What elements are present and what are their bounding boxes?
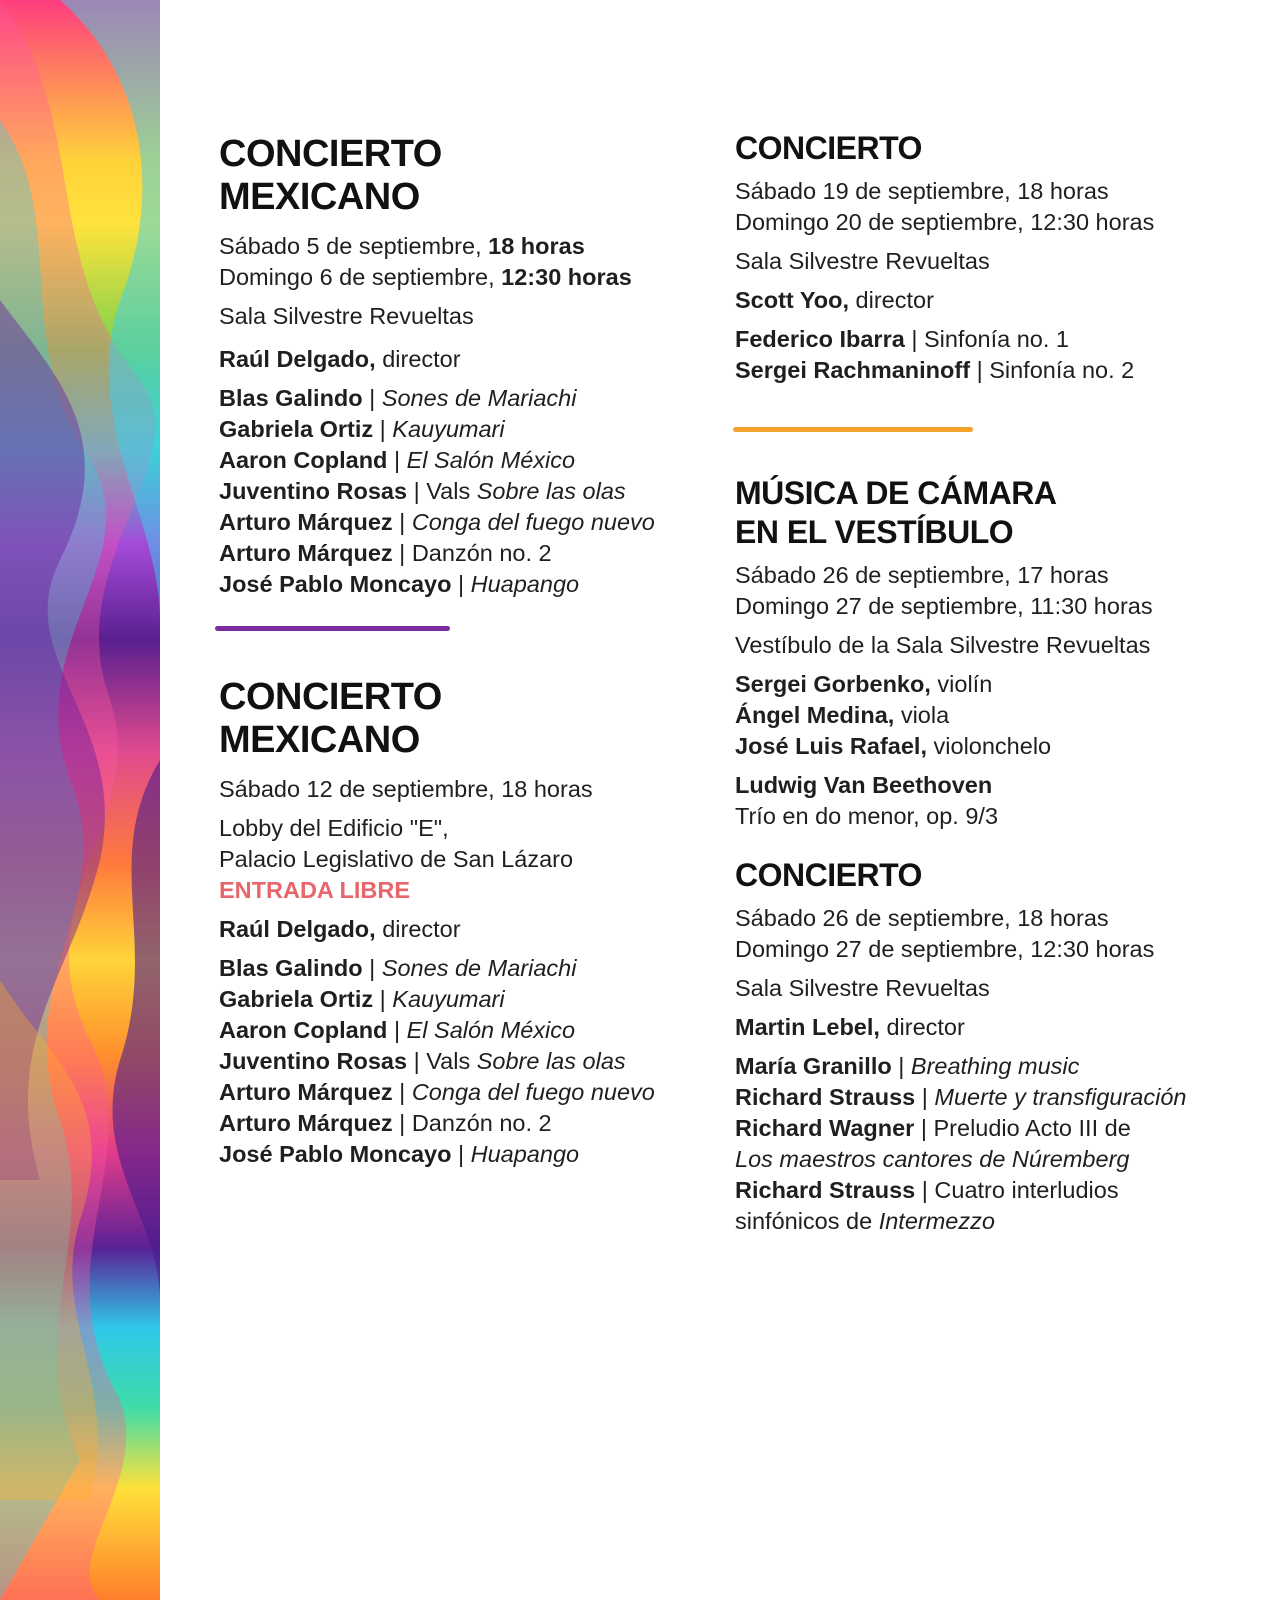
- decorative-art-strip: [0, 0, 160, 1600]
- title-line: EN EL VESTÍBULO: [735, 514, 1014, 550]
- composer-name: Juventino Rosas: [219, 478, 408, 504]
- program-item: [219, 414, 689, 445]
- title-line: CONCIERTO: [219, 133, 442, 175]
- concert-block-3: [735, 129, 1255, 386]
- program-item: Richard Wagner | Preludio Acto III de: [735, 1115, 1131, 1141]
- performer-role: viola: [894, 702, 950, 728]
- composer: Ludwig Van Beethoven: [735, 772, 993, 798]
- wave-pattern-graphic: [0, 0, 160, 1600]
- director: Raúl Delgado, director: [219, 916, 461, 942]
- performer-role: violín: [930, 671, 993, 697]
- program-item: [219, 1015, 689, 1046]
- composer-name: Aaron Copland: [219, 1017, 388, 1043]
- program-item: Richard Strauss | Cuatro interludios: [735, 1177, 1119, 1203]
- composer-name: José Pablo Moncayo: [219, 571, 452, 597]
- separator: |: [904, 326, 924, 352]
- venue: Lobby del Edificio "E",: [219, 815, 449, 841]
- separator: |: [392, 1110, 412, 1136]
- composer-name: Sergei Rachmaninoff: [735, 357, 971, 383]
- title-line: CONCIERTO: [219, 676, 442, 718]
- composer-name: Arturo Márquez: [219, 1079, 393, 1105]
- free-entry-label: ENTRADA LIBRE: [219, 877, 411, 903]
- program-item: [219, 1046, 689, 1077]
- composer-name: Federico Ibarra: [735, 326, 905, 352]
- separator: |: [362, 385, 382, 411]
- program-item: [735, 355, 1255, 386]
- separator: |: [387, 447, 407, 473]
- concert-title: CONCIERTO: [735, 857, 922, 893]
- work: Trío en do menor, op. 9/3: [735, 803, 999, 829]
- date-line: Sábado 19 de septiembre, 18 horas: [735, 178, 1109, 204]
- program-item: [219, 476, 689, 507]
- composer-name: Gabriela Ortiz: [219, 986, 374, 1012]
- work-text: Danzón no. 2: [411, 1110, 552, 1136]
- work-title: Kauyumari: [392, 416, 505, 442]
- program-item: [219, 383, 689, 414]
- composer-name: Blas Galindo: [219, 955, 363, 981]
- venue: Sala Silvestre Revueltas: [735, 975, 990, 1001]
- date-line: Domingo 27 de septiembre, 12:30 horas: [735, 936, 1155, 962]
- separator: |: [387, 1017, 407, 1043]
- venue: Vestíbulo de la Sala Silvestre Revueltas: [735, 632, 1151, 658]
- work-title: Conga del fuego nuevo: [411, 1079, 655, 1105]
- director: Scott Yoo, director: [735, 287, 934, 313]
- concert-block-2: [219, 676, 689, 1170]
- work-title: El Salón México: [406, 1017, 576, 1043]
- program-item: [219, 1108, 689, 1139]
- purple-divider: [215, 626, 450, 631]
- program-item: [735, 324, 1255, 355]
- work-title: Sobre las olas: [476, 1048, 626, 1074]
- date-line: Sábado 12 de septiembre, 18 horas: [219, 776, 593, 802]
- program-list: [735, 324, 1255, 386]
- program-item: [219, 569, 689, 600]
- performer-list: [735, 669, 1255, 762]
- program-list: [219, 953, 689, 1170]
- date-line: Domingo 20 de septiembre, 12:30 horas: [735, 209, 1155, 235]
- performer-name: Sergei Gorbenko,: [735, 671, 931, 697]
- concert-title: [219, 133, 689, 219]
- work-title: El Salón México: [406, 447, 576, 473]
- work-title: Sones de Mariachi: [381, 385, 577, 411]
- work-text: Danzón no. 2: [411, 540, 552, 566]
- chamber-title: [735, 474, 1255, 552]
- work-title: Kauyumari: [392, 986, 505, 1012]
- title-line: MÚSICA DE CÁMARA: [735, 475, 1057, 511]
- separator: |: [373, 986, 393, 1012]
- program-item: [219, 1139, 689, 1170]
- director: Martin Lebel, director: [735, 1014, 965, 1040]
- date-line: Sábado 5 de septiembre, 18 horas: [219, 233, 585, 259]
- separator: |: [373, 416, 393, 442]
- work-title: Sobre las olas: [476, 478, 626, 504]
- concert-block-4: [735, 856, 1255, 1237]
- program-item: [219, 538, 689, 569]
- work-text: Vals: [426, 478, 477, 504]
- program-item: [219, 1077, 689, 1108]
- orange-divider: [733, 427, 973, 432]
- composer-name: Arturo Márquez: [219, 509, 393, 535]
- separator: |: [407, 1048, 427, 1074]
- composer-name: José Pablo Moncayo: [219, 1141, 452, 1167]
- performer: [735, 731, 1255, 762]
- date-line: Sábado 26 de septiembre, 18 horas: [735, 905, 1109, 931]
- composer-name: Juventino Rosas: [219, 1048, 408, 1074]
- separator: |: [392, 1079, 412, 1105]
- performer: [735, 700, 1255, 731]
- title-line: MEXICANO: [219, 719, 420, 761]
- composer-name: Aaron Copland: [219, 447, 388, 473]
- performer-role: violonchelo: [927, 733, 1052, 759]
- program-item: Richard Strauss | Muerte y transfiguración: [735, 1084, 1187, 1110]
- date-line: Sábado 26 de septiembre, 17 horas: [735, 562, 1109, 588]
- program-item-continuation: sinfónicos de Intermezzo: [735, 1208, 995, 1234]
- separator: |: [451, 571, 471, 597]
- program-item: [219, 953, 689, 984]
- composer-name: Blas Galindo: [219, 385, 363, 411]
- performer-name: Ángel Medina,: [735, 702, 895, 728]
- composer-name: Arturo Márquez: [219, 540, 393, 566]
- program-item: María Granillo | Breathing music: [735, 1053, 1080, 1079]
- program-item-continuation: Los maestros cantores de Núremberg: [735, 1146, 1130, 1172]
- separator: |: [392, 540, 412, 566]
- program-item: [219, 507, 689, 538]
- concert-title: CONCIERTO: [735, 130, 922, 166]
- composer-name: Gabriela Ortiz: [219, 416, 374, 442]
- venue: Sala Silvestre Revueltas: [219, 303, 474, 329]
- title-line: MEXICANO: [219, 176, 420, 218]
- venue: Sala Silvestre Revueltas: [735, 248, 990, 274]
- date-line: Domingo 27 de septiembre, 11:30 horas: [735, 593, 1153, 619]
- separator: |: [970, 357, 990, 383]
- work-title: Huapango: [470, 571, 580, 597]
- performer-name: José Luis Rafael,: [735, 733, 927, 759]
- performer: [735, 669, 1255, 700]
- program-list: [219, 383, 689, 600]
- chamber-block: [735, 474, 1255, 832]
- concert-title: [219, 676, 689, 762]
- work-text: Sinfonía no. 2: [989, 357, 1135, 383]
- separator: |: [392, 509, 412, 535]
- separator: |: [362, 955, 382, 981]
- work-title: Huapango: [470, 1141, 580, 1167]
- work-title: Sones de Mariachi: [381, 955, 577, 981]
- concert-block-1: [219, 133, 689, 600]
- date-line: Domingo 6 de septiembre, 12:30 horas: [219, 264, 632, 290]
- venue: Palacio Legislativo de San Lázaro: [219, 846, 574, 872]
- work-title: Conga del fuego nuevo: [411, 509, 655, 535]
- program-item: [219, 445, 689, 476]
- director: Raúl Delgado, director: [219, 346, 461, 372]
- separator: |: [451, 1141, 471, 1167]
- work-text: Vals: [426, 1048, 477, 1074]
- program-item: [219, 984, 689, 1015]
- separator: |: [407, 478, 427, 504]
- work-text: Sinfonía no. 1: [923, 326, 1069, 352]
- composer-name: Arturo Márquez: [219, 1110, 393, 1136]
